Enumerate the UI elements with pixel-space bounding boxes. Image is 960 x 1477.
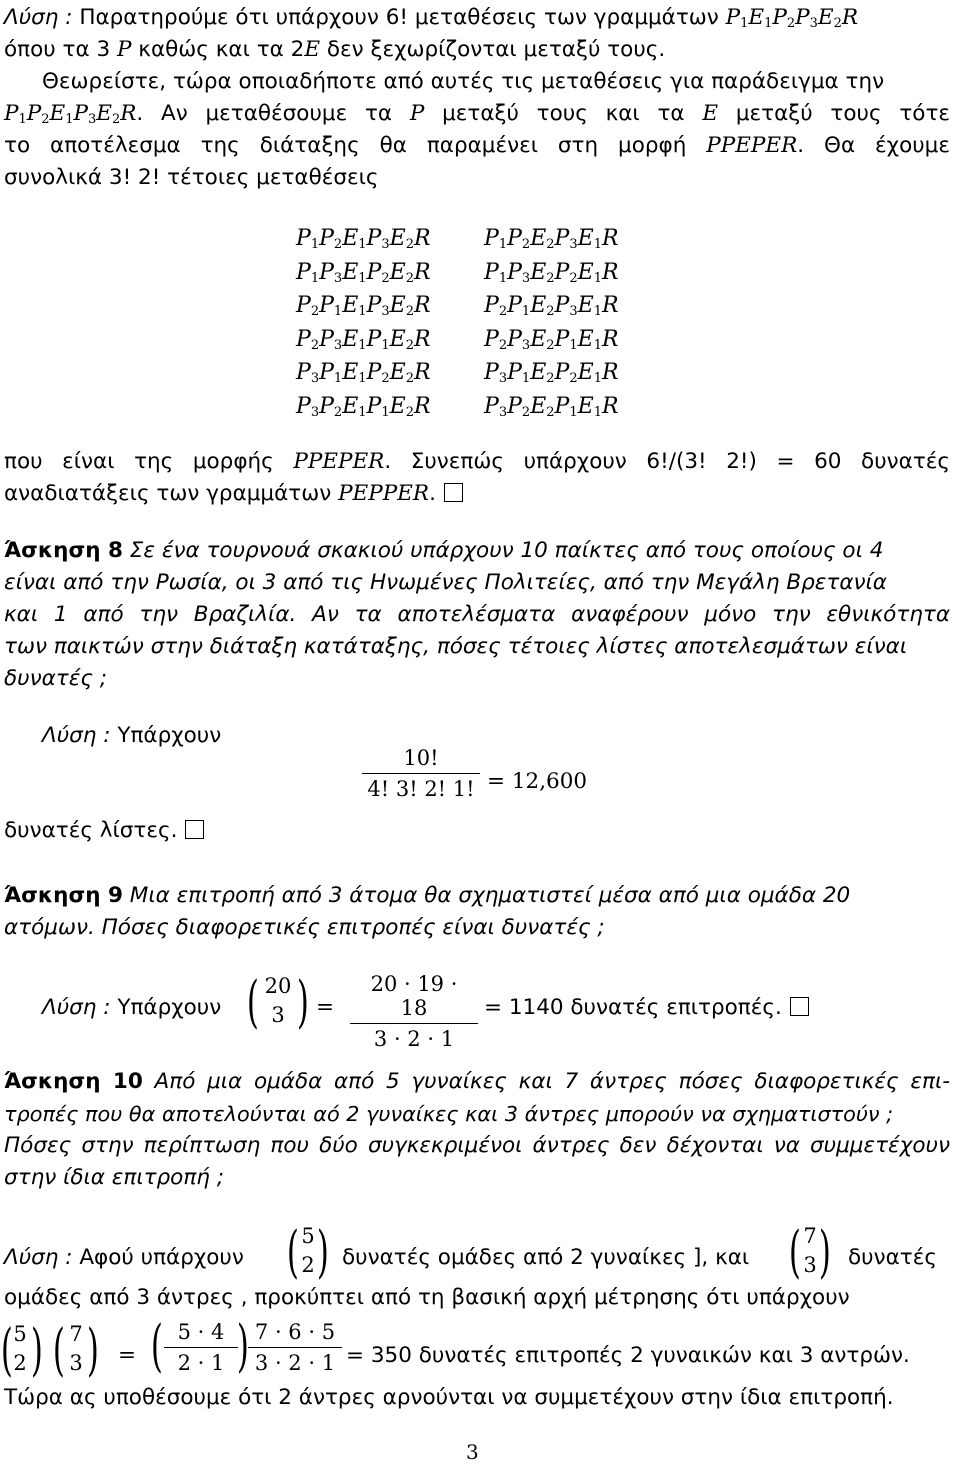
ex9-result: = 1140 δυνατές επιτροπές. <box>484 992 809 1024</box>
ex10-eq-binom-5-2: ( 5 2 ) <box>0 1318 44 1383</box>
ex9-solution: Λύση : Υπάρχουν <box>42 995 222 1020</box>
ex8-result: = 12,600 <box>487 769 588 794</box>
ex7-line-3: Θεωρείστε, τώρα οποιαδήποτε από αυτές τις μεταθέσεις για παράδειγμα την <box>42 69 885 94</box>
qed-square-icon <box>790 997 809 1016</box>
ex10-line-6: ομάδες από 3 άντρες , προκύπτει από τη βασική αρχή μέτρησης ότι υπάρχουν <box>4 1285 850 1310</box>
ex10-line-2: τροπές που θα αποτελούνται αό 2 γυναίκες και 3 άντρες μπορούν να σχηματιστούν ; <box>4 1102 894 1126</box>
qed-square-icon <box>185 820 204 839</box>
ex10-eq-result: = 350 δυνατές επιτροπές 2 γυναικών και 3 αντρών. <box>346 1343 910 1368</box>
permutation-cell: $P_2P_3E_1P_1E_2R$ <box>296 326 431 353</box>
permutation-cell: $P_3P_1E_1P_2E_2R$ <box>296 360 431 387</box>
permutation-cell: $P_1P_2E_1P_3E_2R$ <box>296 226 431 252</box>
ex8-end: δυνατές λίστες. <box>4 815 204 847</box>
permutation-cell: $P_2P_1E_2P_3E_1R$ <box>484 293 619 320</box>
permutation-row <box>296 222 672 256</box>
ex10-solution: Λύση : Αφού υπάρχουν <box>4 1245 244 1270</box>
ex10-binomial-5-2: ( 5 2 ) <box>286 1220 330 1285</box>
permutation-cell: $P_3P_2E_1P_1E_2R$ <box>296 393 431 420</box>
ex7-line-6: συνολικά 3! 2! τέτοιες μεταθέσεις <box>4 165 379 190</box>
ex8-solution: Λύση : Υπάρχουν <box>42 723 222 748</box>
permutation-cell: $P_3P_1E_2P_2E_1R$ <box>484 360 619 387</box>
document-page: Λύση : Παρατηρούμε ότι υπάρχουν 6! μεταθέσεις των γραμμάτων $P_1E_1P_2P_3E_2R$ όπου τα 3 P καθώς και τα 2E δεν ξεχωρίζονται μεταξύ τους. Θεωρείστε, τώρα οποιαδήποτε από αυτές τις μεταθέσεις για παράδειγμα την $P_1P_2E_1P_3E_2R$. Αν μεταθέσουμε τα P μεταξύ τους και τα E μεταξύ τους τότε το αποτέλεσμα της διάταξης θα παραμένει στη μορφή PPEPER. Θα έχουμε συνολικά 3! 2! τέτοιες μεταθέσεις $P_1P_2E_1P_3E_2R$ $P_1P_2E_2P_3E_1R$ $P_1P_3E_1P_2E_2R$ $P_1P_3E_2P_2E_1R$ $P_2P_1E_1P_3E_2R$ $P_2P_1E_2P_3E_1R$ $P_2P_3E_1P_1E_2R$ $P_2P_3E_2P_1E_1R$ $P_3P_1E_1P_2E_2R$ $P_3P_1E_2P_2E_1R$ $P_3P_2E_1P_1E_2R$ $P_3P_2E_2P_1E_1R$ που είναι της μορφής PPEPER. Συνεπώς υπάρχουν 6!/(3! 2!) = 60 δυνατές αναδιατάξεις των γραμμάτων PEPPER. Άσκηση 8 Σε ένα τουρνουά σκακιού υπάρχουν 10 παίκτες από τους οποίους οι 4 είναι από την Ρωσία, οι 3 από τις Ηνωμένες Πολιτείες, από την Μεγάλη Βρετανία και 1 από την Βραζιλία. Αν τα αποτελέσματα αναφέρουν μόνο την εθνικότητα των παικτών στην διάταξη κατάταξης, πόσες τέτοιες λίστες αποτελεσμάτων είναι δυνατές ; Λύση : Υπάρχουν 10! 4! 3! 2! 1! = 12,600 δυνατές λίστες. Άσκηση 9 Μια επιτροπή από 3 άτομα θα σχηματιστεί μέσα από μια ομάδα 20 ατόμων. Πόσες διαφορετικές επιτροπές είναι δυνατές ; Λύση : Υπάρχουν ( 20 3 ) = 20 · 19 · 18 3 · 2 · 1 = 1140 δυνατές επιτροπές. Άσκηση 10 Από μια ομάδα από 5 γυναίκες και 7 άντρες πόσες διαφορετικές επι- τροπές που θα αποτελούνται αό 2 γυναίκες και 3 άντρες μπορούν να σχηματιστούν ; Πόσες στην περίπτωση που δύο συγκεκριμένοι άντρες δεν δέχονται να συμμετέχουν στην ίδια επιτροπή ; Λύση : Αφού υπάρχουν ( 5 2 ) δυνατές ομάδες από 2 γυναίκες ], και ( 7 3 ) δυνατές ομάδες από 3 άντρες , προκύπτει από τη βασική αρχή μέτρησης ότι υπάρχουν ( 5 2 ) ( 7 3 ) = ( 5 · 4 2 · 1 ) 7 · 6 · 5 3 · 2 · 1 = 350 δυνατές επιτροπές 2 γυναικών και 3 αντρών. Τώρα ας υποθέσουμε ότι 2 άντρες αρνούνται να συμμετέχουν στην ίδια επιτροπή. 3 <box>0 0 960 1477</box>
permutation-row <box>296 289 672 323</box>
ex10-line-1: Άσκηση 10 Από μια ομάδα από 5 γυναίκες και 7 άντρες πόσες διαφορετικές επι- <box>4 1069 950 1094</box>
ex9-line-2: ατόμων. Πόσες διαφορετικές επιτροπές είναι δυνατές ; <box>4 915 605 940</box>
permutation-cell: $P_2P_3E_2P_1E_1R$ <box>484 326 619 353</box>
word-math: $P_1E_1P_2P_3E_2R$ <box>725 5 859 31</box>
permutation-cell: $P_2P_1E_1P_3E_2R$ <box>296 293 431 320</box>
page-number: 3 <box>466 1440 479 1464</box>
permutation-row <box>296 323 672 357</box>
permutation-row <box>296 390 672 424</box>
ex10-line-4: στην ίδια επιτροπή ; <box>4 1165 224 1190</box>
ex7-line-4: $P_1P_2E_1P_3E_2R$. Αν μεταθέσουμε τα P μεταξύ τους και τα E μεταξύ τους τότε <box>4 101 951 127</box>
ex8-line-1: Άσκηση 8 Σε ένα τουρνουά σκακιού υπάρχουν 10 παίκτες από τους οποίους οι 4 <box>4 538 884 563</box>
ex10-eq-binom-7-3: ( 7 3 ) <box>52 1318 100 1383</box>
exercise-title: Άσκηση 10 <box>4 1069 143 1094</box>
ex7-line-1: Λύση : Παρατηρούμε ότι υπάρχουν 6! μεταθέσεις των γραμμάτων $P_1E_1P_2P_3E_2R$ <box>4 5 859 31</box>
permutation-cell: $P_3P_2E_2P_1E_1R$ <box>484 393 619 420</box>
exercise-title: Άσκηση 8 <box>4 538 123 563</box>
ex10-eq-fraction-1: 5 · 4 2 · 1 <box>164 1320 238 1375</box>
permutation-table <box>296 222 672 424</box>
permutation-cell: $P_1P_2E_2P_3E_1R$ <box>484 226 619 252</box>
ex8-line-4: των παικτών στην διάταξη κατάταξης, πόσες τέτοιες λίστες αποτελεσμάτων είναι <box>4 634 908 659</box>
qed-square-icon <box>444 483 463 502</box>
ex7-line-7: που είναι της μορφής PPEPER. Συνεπώς υπάρχουν 6!/(3! 2!) = 60 δυνατές <box>4 449 951 474</box>
ex8-line-2: είναι από την Ρωσία, οι 3 από τις Ηνωμένες Πολιτείες, από την Μεγάλη Βρετανία <box>4 570 887 595</box>
solution-label: Λύση : <box>4 5 73 30</box>
permutation-row <box>296 256 672 290</box>
ex9-fraction: 20 · 19 · 18 3 · 2 · 1 <box>350 972 478 1051</box>
ex8-line-3: και 1 από την Βραζιλία. Αν τα αποτελέσματα αναφέρουν μόνο την εθνικότητα <box>4 602 950 627</box>
ex10-binomial-7-3: ( 7 3 ) <box>788 1220 832 1285</box>
permutation-cell: $P_1P_3E_2P_2E_1R$ <box>484 259 619 286</box>
exercise-title: Άσκηση 9 <box>4 883 123 908</box>
ex10-line-8: Τώρα ας υποθέσουμε ότι 2 άντρες αρνούνται να συμμετέχουν στην ίδια επιτροπή. <box>4 1385 894 1410</box>
ex8-line-5: δυνατές ; <box>4 666 108 691</box>
ex7-line-5: το αποτέλεσμα της διάταξης θα παραμένει στη μορφή PPEPER. Θα έχουμε <box>4 133 950 158</box>
ex9-binomial: ( 20 3 ) <box>246 970 310 1035</box>
ex7-line-2: όπου τα 3 P καθώς και τα 2E δεν ξεχωρίζονται μεταξύ τους. <box>4 37 666 62</box>
permutation-cell: $P_1P_3E_1P_2E_2R$ <box>296 259 431 286</box>
ex10-line-3: Πόσες στην περίπτωση που δύο συγκεκριμένοι άντρες δεν δέχονται να συμμετέχουν <box>4 1133 950 1158</box>
ex9-line-1: Άσκηση 9 Μια επιτροπή από 3 άτομα θα σχηματιστεί μέσα από μια ομάδα 20 <box>4 883 851 908</box>
ex7-line-8: αναδιατάξεις των γραμμάτων PEPPER. <box>4 478 950 510</box>
ex8-fraction: 10! 4! 3! 2! 1! <box>362 746 480 801</box>
ex10-eq-fraction-2: 7 · 6 · 5 3 · 2 · 1 <box>248 1320 342 1375</box>
permutation-row <box>296 356 672 390</box>
